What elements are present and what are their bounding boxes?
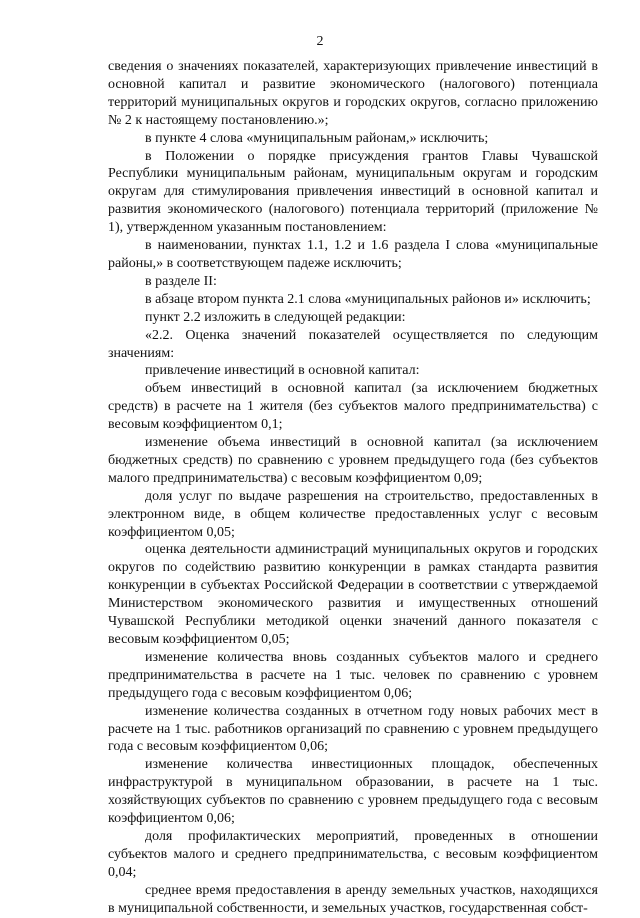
paragraph: в пункте 4 слова «муниципальным районам,» исключить; xyxy=(145,130,489,146)
paragraph: в наименовании, пунктах 1.1, 1.2 и 1.6 раздела I слова «муниципальные районы,» в соответствующем падеже исключить; xyxy=(108,238,598,271)
paragraph: изменение количества вновь созданных субъектов малого и среднего предпринимательства в расчете на 1 тыс. человек по сравнению с уровнем предыдущего года с весовым коэффициентом 0,06; xyxy=(108,649,598,701)
paragraph: изменение количества инвестиционных площадок, обеспеченных инфраструктурой в муниципальном образовании, в расчете на 1 тыс. хозяйствующих субъектов по сравнению с уровнем предыдущего года с весовым коэффициентом 0,06; xyxy=(108,757,598,827)
paragraph: изменение объема инвестиций в основной капитал (за исключением бюджетных средств) по сравнению с уровнем предыдущего года (без субъектов малого предпринимательства) с весовым коэффициентом 0,09; xyxy=(108,435,598,486)
paragraph: оценка деятельности администраций муниципальных округов и городских округов по содействию развитию конкуренции в рамках стандарта развития конкуренции в субъектах Российской Федерации в соответствии с утверждаемой Министерством экономического развития и имущественных отношений Чувашской Республики методикой оценки значений данного показателя с весовым коэффициентом 0,05; xyxy=(108,542,598,647)
page-number: 2 xyxy=(316,34,324,49)
paragraph: изменение количества созданных в отчетном году новых рабочих мест в расчете на 1 тыс. работников организаций по сравнению с уровнем предыдущего года с весовым коэффициентом 0,06; xyxy=(108,703,598,755)
paragraph: привлечение инвестиций в основной капитал: xyxy=(145,363,420,379)
paragraph: в разделе II: xyxy=(145,273,217,289)
paragraph: в абзаце втором пункта 2.1 слова «муниципальных районов и» исключить; xyxy=(145,291,591,307)
paragraph: объем инвестиций в основной капитал (за исключением бюджетных средств) в расчете на 1 жителя (без субъектов малого предпринимательства) с весовым коэффициентом 0,1; xyxy=(108,381,598,433)
paragraph: пункт 2.2 изложить в следующей редакции: xyxy=(145,309,406,325)
paragraph-continuation: сведения о значениях показателей, характеризующих привлечение инвестиций в основной капитал и развитие экономического (налогового) потенциала территорий муниципальных округов и городских округов, согласно приложению № 2 к настоящему постановлению.»; xyxy=(108,59,598,128)
paragraph: среднее время предоставления в аренду земельных участков, находящихся в муниципальной собственности, и земельных участков, государственная собст- xyxy=(108,882,598,916)
paragraph: «2.2. Оценка значений показателей осуществляется по следующим значениям: xyxy=(108,327,598,361)
paragraph: доля услуг по выдаче разрешения на строительство, предоставленных в электронном виде, в общем количестве предоставленных услуг с весовым коэффициентом 0,05; xyxy=(108,488,598,540)
document-body xyxy=(108,58,598,918)
paragraph: доля профилактических мероприятий, проведенных в отношении субъектов малого и среднего предпринимательства, с весовым коэффициентом 0,04; xyxy=(108,828,598,880)
paragraph: в Положении о порядке присуждения грантов Главы Чувашской Республики муниципальным районам, муниципальным округам и городским округам для стимулирования привлечения инвестиций в основной капитал и развития экономического (налогового) потенциала территорий (приложение № 1), утвержденном указанным постановлением: xyxy=(108,148,598,236)
